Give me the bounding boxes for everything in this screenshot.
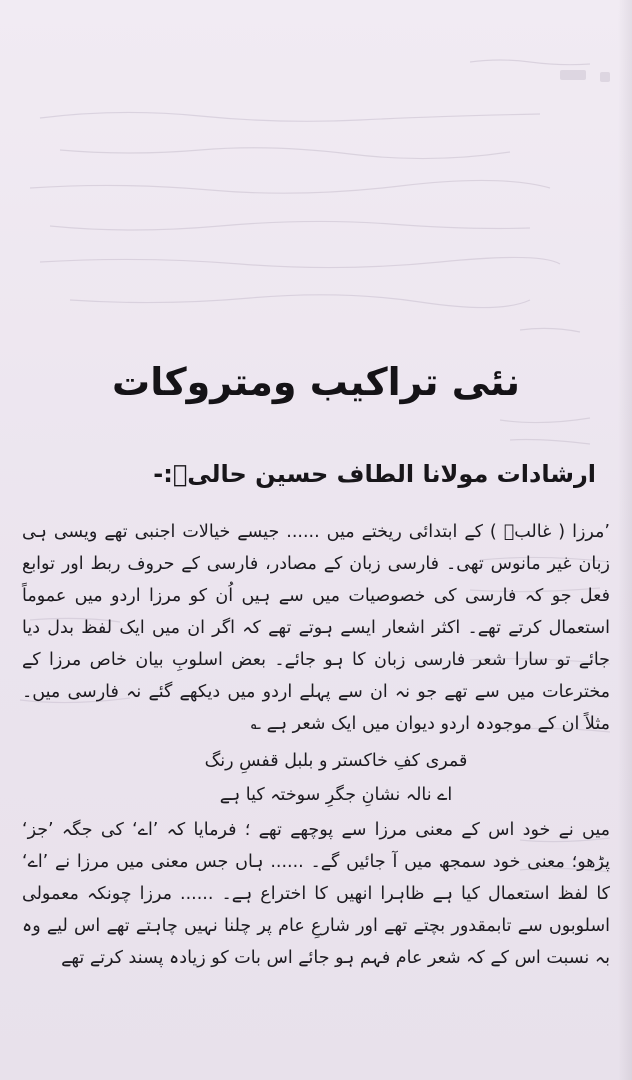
paragraph-1: ’مرزا ( غالبؔ ) کے ابتدائی ریختے میں ...... جیسے خیالات اجنبی تھے ویسی ہی زبان غیر مانوس تھی۔ فارسی زبان کے مصادر، فارسی کے حروف ربط اور توابع فعل جو کہ فارسی کی خصوصیات میں سے ہیں اُن کو مرزا اردو میں عموماً استعمال کرتے تھے۔ اکثر اشعار ایسے ہوتے تھے کہ اگر ان میں ایک لفظ بدل دیا جائے تو سارا شعر فارسی زبان کا ہو جائے۔ بعض اسلوبِ بیان خاص مرزا کے مخترعات میں سے تھے جو نہ ان سے پہلے اردو میں دیکھے گئے نہ فارسی میں۔ مثلاً ان کے موجودہ اردو دیوان میں ایک شعر ہے ؎ bbox=[22, 522, 610, 734]
verse-line-2: اے نالہ نشانِ جگرِ سوختہ کیا ہے bbox=[219, 785, 453, 805]
verse-line-1: قمری کفِ خاکستر و بلبل قفسِ رنگ bbox=[204, 751, 468, 771]
page-edge-shadow bbox=[618, 0, 632, 1080]
verse-block bbox=[22, 744, 610, 812]
chapter-title: نئی تراکیب ومتروکات bbox=[112, 360, 520, 404]
section-heading: ارشادات مولانا الطاف حسین حالیؔ:- bbox=[153, 460, 596, 488]
paragraph-2: میں نے خود اس کے معنی مرزا سے پوچھے تھے ؛ فرمایا کہ ’اے‘ کی جگہ ’جز‘ پڑھو؛ معنی خود سمجھ میں آ جائیں گے۔ ...... ہاں جس معنی میں مرزا نے ’اے‘ کا لفظ استعمال کیا ہے ظاہرا انھیں کا اختراع ہے۔ ...... مرزا چونکہ معمولی اسلوبوں سے تابمقدور بچتے تھے اور شارعِ عام پر چلنا نہیں چاہتے تھے اس لیے وہ بہ نسبت اس کے کہ شعر عام فہم ہو جائے اس بات کو زیادہ پسند کرتے تھے bbox=[22, 820, 610, 968]
body-text bbox=[22, 516, 610, 974]
